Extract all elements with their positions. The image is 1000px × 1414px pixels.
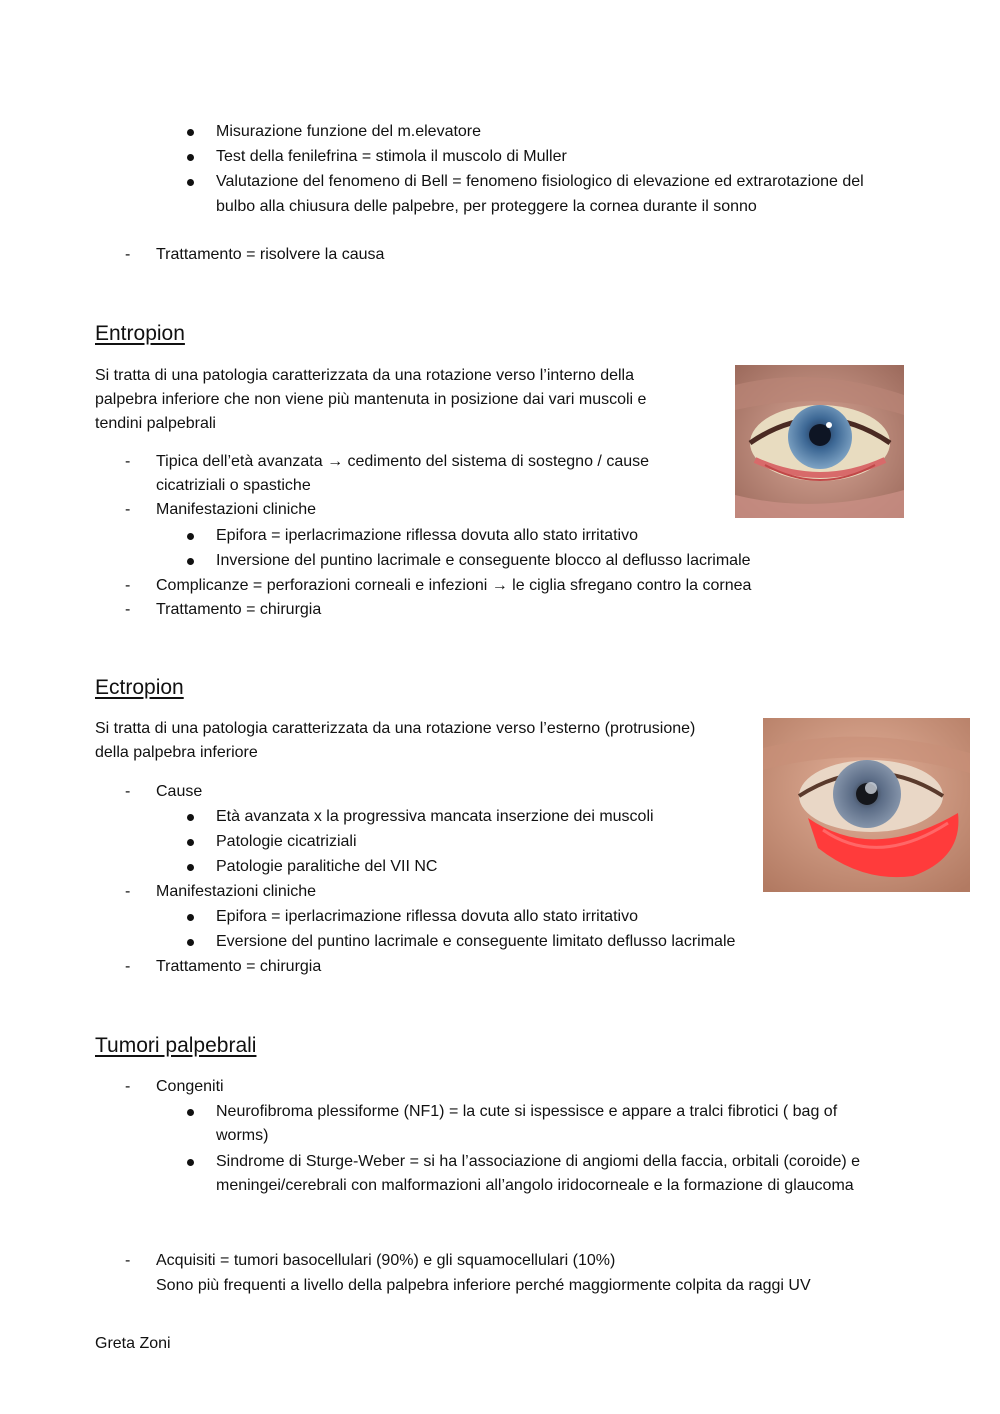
bullet-marker [187, 558, 194, 565]
list-item: Epifora = iperlacrimazione riflessa dovuta allo stato irritativo [216, 527, 638, 544]
list-item: Sindrome di Sturge-Weber = si ha l’associazione di angiomi della faccia, orbitali (coroide) e [216, 1153, 861, 1170]
dash-marker: - [125, 1078, 131, 1095]
list-item: Patologie paralitiche del VII NC [216, 858, 438, 875]
bullet-marker [187, 814, 194, 821]
list-item: Valutazione del fenomeno di Bell = fenomeno fisiologico di elevazione ed extrarotazione del [216, 173, 864, 190]
bullet-marker [187, 864, 194, 871]
list-item: Trattamento = chirurgia [156, 958, 322, 975]
list-item: Trattamento = chirurgia [156, 601, 322, 618]
list-item-continuation: cicatriziali o spastiche [156, 477, 311, 494]
bullet-marker [187, 1159, 194, 1166]
list-item: Misurazione funzione del m.elevatore [216, 123, 482, 140]
list-item: Neurofibroma plessiforme (NF1) = la cute si ispessisce e appare a tralci fibrotici ( bag of [216, 1103, 838, 1120]
bullet-marker [187, 533, 194, 540]
list-item-continuation: meningei/cerebrali con malformazioni all’angolo iridocorneale e la formazione di glaucoma [216, 1177, 854, 1194]
list-item: Manifestazioni cliniche [156, 501, 317, 518]
dash-marker: - [125, 453, 131, 470]
list-item: Tipica dell’età avanzata → cedimento del sistema di sostegno / cause [156, 453, 650, 470]
list-item: Inversione del puntino lacrimale e conseguente blocco al deflusso lacrimale [216, 552, 751, 569]
section-title-entropion: Entropion [95, 322, 185, 345]
bullet-marker [187, 914, 194, 921]
bullet-marker [187, 939, 194, 946]
list-item-continuation: Sono più frequenti a livello della palpebra inferiore perché maggiormente colpita da raggi UV [156, 1277, 811, 1294]
list-item-continuation: bulbo alla chiusura delle palpebre, per proteggere la cornea durante il sonno [216, 198, 757, 215]
footer-author: Greta Zoni [95, 1335, 171, 1352]
list-item: Patologie cicatriziali [216, 833, 357, 850]
list-item: Test della fenilefrina = stimola il muscolo di Muller [216, 148, 567, 165]
paragraph-line: Si tratta di una patologia caratterizzata da una rotazione verso l’esterno (protrusione) [95, 720, 696, 737]
bullet-marker [187, 154, 194, 161]
list-item-continuation: worms) [216, 1127, 269, 1144]
paragraph-line: palpebra inferiore che non viene più mantenuta in posizione dai vari muscoli e [95, 391, 647, 408]
list-item: Eversione del puntino lacrimale e conseguente limitato deflusso lacrimale [216, 933, 736, 950]
bullet-marker [187, 179, 194, 186]
bullet-marker [187, 839, 194, 846]
entropion-eye-image [735, 365, 904, 518]
dash-marker: - [125, 246, 131, 263]
dash-marker: - [125, 883, 131, 900]
dash-marker: - [125, 1252, 131, 1269]
paragraph-line: Si tratta di una patologia caratterizzata da una rotazione verso l’interno della [95, 367, 634, 384]
list-item: Congeniti [156, 1078, 224, 1095]
section-title-tumori: Tumori palpebrali [95, 1034, 257, 1057]
paragraph-line: della palpebra inferiore [95, 744, 258, 761]
list-item: Età avanzata x la progressiva mancata inserzione dei muscoli [216, 808, 654, 825]
dash-marker: - [125, 577, 131, 594]
ectropion-eye-image [763, 718, 970, 892]
list-item: Epifora = iperlacrimazione riflessa dovuta allo stato irritativo [216, 908, 638, 925]
list-item: Acquisiti = tumori basocellulari (90%) e gli squamocellulari (10%) [156, 1252, 616, 1269]
list-item: Cause [156, 783, 203, 800]
section-title-ectropion: Ectropion [95, 676, 184, 699]
dash-marker: - [125, 501, 131, 518]
list-item: Trattamento = risolvere la causa [156, 246, 385, 263]
paragraph-line: tendini palpebrali [95, 415, 216, 432]
dash-marker: - [125, 958, 131, 975]
list-item: Manifestazioni cliniche [156, 883, 317, 900]
bullet-marker [187, 1109, 194, 1116]
dash-marker: - [125, 783, 131, 800]
bullet-marker [187, 129, 194, 136]
list-item: Complicanze = perforazioni corneali e infezioni → le ciglia sfregano contro la cornea [156, 577, 752, 594]
dash-marker: - [125, 601, 131, 618]
